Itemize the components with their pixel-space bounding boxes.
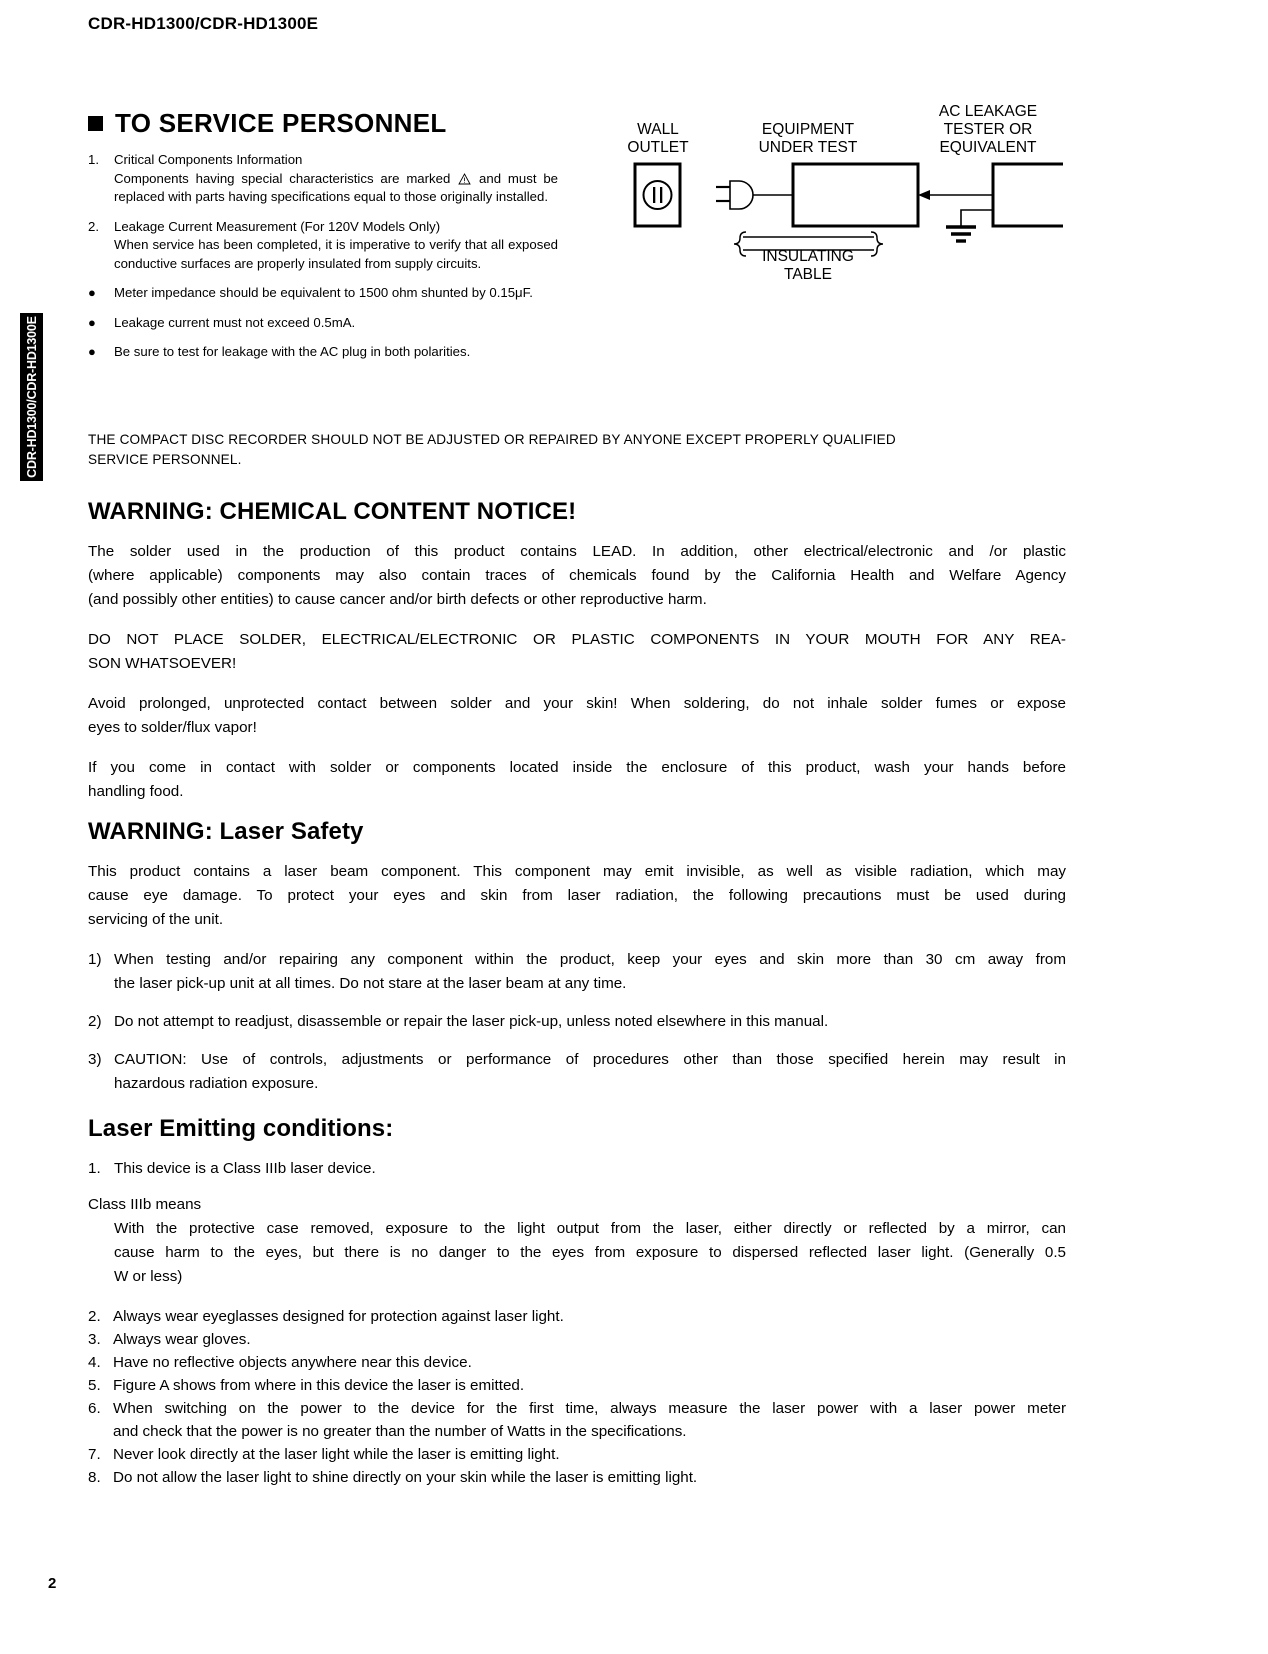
laser-safety-item-1-body [114,948,1066,996]
laser-safety-item-1-marker: 1) [88,951,102,968]
laser-emitting-heading: Laser Emitting conditions: [88,1115,394,1142]
chemical-p1-line2: (where applicable) components may also contain traces of chemicals found by the California Health and Welfare Agency [88,567,1066,584]
chemical-p2-line1: DO NOT PLACE SOLDER, ELECTRICAL/ELECTRONIC OR PLASTIC COMPONENTS IN YOUR MOUTH FOR ANY REA- [88,631,1066,648]
diagram-label-tester-2: TESTER OR [943,121,1033,138]
tester-arrow-head [918,190,930,200]
ground-lead [961,210,993,226]
warning-triangle-icon [458,173,471,185]
laser-safety-item-3-line2: hazardous radiation exposure. [114,1075,319,1092]
laser-emitting-item-4-text: Have no reflective objects anywhere near this device. [113,1354,472,1371]
service-statement-line2: SERVICE PERSONNEL. [88,452,242,467]
service-item-1-marker: 1. [88,152,99,167]
class-iiib-definition [88,1193,1066,1289]
laser-emitting-section [88,1115,1066,1489]
laser-emitting-item-8-marker: 8. [88,1469,101,1486]
laser-emitting-item-4 [88,1351,1066,1374]
class-iiib-line3: W or less) [114,1268,183,1285]
laser-emitting-item-8-text: Do not allow the laser light to shine directly on your skin while the laser is emitting light. [113,1469,698,1486]
page-title: CDR-HD1300/CDR-HD1300E [88,14,319,33]
service-item-2-line2: When service has been completed, it is imperative to verify that all exposed conductive surfaces are properly insulated from supply circuits. [114,237,558,271]
service-item-2-body [114,218,558,274]
service-item-2-line1: Leakage Current Measurement (For 120V Models Only) [114,218,441,234]
laser-emitting-item-5-text: Figure A shows from where in this device the laser is emitted. [113,1377,525,1394]
chemical-p4-line2: handling food. [88,783,184,800]
service-statement [88,430,1066,470]
chemical-paragraph-2 [88,628,1066,676]
class-iiib-intro: Class IIIb means [88,1196,202,1213]
ac-leakage-tester-box [993,164,1063,226]
laser-safety-item-3 [88,1048,1066,1096]
service-bullet-1-text: Meter impedance should be equivalent to 1500 ohm shunted by 0.15μF. [114,285,533,300]
leakage-test-diagram-svg [603,98,1063,293]
laser-safety-item-2-body [114,1010,1066,1034]
chemical-p4-line1: If you come in contact with solder or components located inside the enclosure of this product, wash your hands before [88,759,1066,776]
laser-emitting-item-2 [88,1305,1066,1328]
bullet-icon: ● [88,314,96,330]
laser-emitting-item-2-marker: 2. [88,1308,101,1325]
laser-safety-p1-line3: servicing of the unit. [88,911,224,928]
chemical-paragraph-1 [88,540,1066,612]
laser-safety-item-2-line1: Do not attempt to readjust, disassemble or repair the laser pick-up, unless noted elsewhere in this manual. [114,1013,829,1030]
laser-safety-item-2 [88,1010,1066,1034]
laser-emitting-item-4-marker: 4. [88,1354,101,1371]
laser-emitting-item-8 [88,1466,1066,1489]
diagram-label-wall-outlet-2: OUTLET [627,139,689,156]
service-statement-line1: THE COMPACT DISC RECORDER SHOULD NOT BE ADJUSTED OR REPAIRED BY ANYONE EXCEPT PROPERLY QUALIFIED [88,432,896,447]
laser-safety-item-3-line1: CAUTION: Use of controls, adjustments or performance of procedures other than those specified herein may result in [114,1051,1066,1068]
wall-outlet-socket [644,181,672,209]
laser-emitting-item-3 [88,1328,1066,1351]
service-item-1-line2a: Components having special characteristics are marked [114,170,451,186]
chemical-p1-line3: (and possibly other entities) to cause cancer and/or birth defects or other reproductive harm. [88,591,707,608]
chemical-p2-line2: SON WHATSOEVER! [88,655,237,672]
laser-safety-p1-line2: cause eye damage. To protect your eyes and skin from laser radiation, the following precautions must be used during [88,887,1066,904]
bullet-icon: ● [88,285,96,300]
laser-safety-item-1-line2: the laser pick-up unit at all times. Do not stare at the laser beam at any time. [114,975,627,992]
laser-emitting-item-1-marker: 1. [88,1160,101,1177]
chemical-paragraph-4 [88,756,1066,804]
chemical-p1-line1: The solder used in the production of this product contains LEAD. In addition, other electrical/electronic and /or plastic [88,543,1066,560]
laser-safety-item-2-marker: 2) [88,1013,102,1030]
laser-safety-section [88,818,1066,1110]
service-item-2 [88,218,558,274]
laser-emitting-item-5-marker: 5. [88,1377,101,1394]
chemical-content-heading: WARNING: CHEMICAL CONTENT NOTICE! [88,498,577,525]
service-personnel-heading [88,108,558,139]
service-item-1 [88,151,558,207]
class-iiib-line1: With the protective case removed, exposure to the light output from the laser, either directly or reflected by a mirror, can [114,1220,1066,1237]
wall-outlet-box [635,164,680,226]
service-bullet-3 [88,343,558,362]
laser-emitting-item-6 [88,1397,1066,1443]
laser-safety-item-1-line1: When testing and/or repairing any component within the product, keep your eyes and skin more than 30 cm away from [114,951,1066,968]
equipment-under-test-box [793,164,918,226]
plug-body [730,181,753,209]
service-item-1-line3: to those originally installed. [389,189,548,204]
service-bullet-3-text: Be sure to test for leakage with the AC plug in both polarities. [114,344,471,359]
filled-square-icon [88,116,103,131]
service-item-1-line1: Critical Components Information [114,152,303,167]
laser-safety-item-3-body [114,1048,1066,1096]
laser-emitting-item-6-marker: 6. [88,1400,101,1417]
laser-emitting-item-3-marker: 3. [88,1331,101,1348]
diagram-label-wall-outlet-1: WALL [637,121,679,138]
laser-emitting-item-1-text: This device is a Class IIIb laser device. [114,1160,376,1177]
service-personnel-section [88,108,558,373]
side-index-tab [20,313,43,481]
laser-emitting-item-6-line2: and check that the power is no greater than the number of Watts in the specifications. [113,1423,687,1440]
laser-emitting-item-6-body [113,1397,1066,1443]
diagram-label-table-2: TABLE [784,266,832,283]
laser-safety-p1-line1: This product contains a laser beam component. This component may emit invisible, as well as visible radiation, which may [88,863,1066,880]
laser-emitting-item-2-text: Always wear eyeglasses designed for protection against laser light. [113,1308,564,1325]
service-bullet-1 [88,284,558,303]
service-bullet-2-text: Leakage current must not exceed 0.5mA. [114,314,356,330]
service-item-1-body [114,151,558,207]
diagram-label-equipment-2: UNDER TEST [758,139,858,156]
service-personnel-heading-text: TO SERVICE PERSONNEL [115,108,447,138]
diagram-label-equipment-1: EQUIPMENT [761,121,855,138]
laser-emitting-item-6-line1: When switching on the power to the device for the first time, always measure the laser power with a laser power meter [113,1400,1066,1417]
laser-safety-heading: WARNING: Laser Safety [88,818,364,845]
chemical-p3-line1: Avoid prolonged, unprotected contact between solder and your skin! When soldering, do not inhale solder fumes or expose [88,695,1066,712]
laser-emitting-item-7 [88,1443,1066,1466]
diagram-label-tester-1: AC LEAKAGE [938,103,1038,120]
service-bullet-2 [88,314,558,333]
laser-safety-paragraph-1 [88,860,1066,932]
laser-emitting-item-1 [88,1157,1066,1181]
chemical-paragraph-3 [88,692,1066,740]
laser-emitting-item-5 [88,1374,1066,1397]
laser-safety-item-1 [88,948,1066,996]
service-item-2-marker: 2. [88,218,99,234]
diagram-label-table-1: INSULATING [762,248,854,265]
service-item-1-line2b: and must be replaced with parts having specifications equal [114,170,559,204]
laser-emitting-item-7-text: Never look directly at the laser light while the laser is emitting light. [113,1446,560,1463]
chemical-content-section [88,498,1066,820]
bullet-icon: ● [88,344,96,359]
laser-emitting-item-7-marker: 7. [88,1446,101,1463]
side-index-tab-label: CDR-HD1300/CDR-HD1300E [24,316,39,478]
diagram-label-tester-3: EQUIVALENT [939,139,1037,156]
class-iiib-line2: cause harm to the eyes, but there is no danger to the eyes from exposure to dispersed reflected laser light. (Generally 0.5 [114,1244,1066,1261]
laser-emitting-item-3-text: Always wear gloves. [113,1331,251,1348]
chemical-p3-line2: eyes to solder/flux vapor! [88,719,257,736]
page-number: 2 [48,1575,57,1592]
laser-safety-item-3-marker: 3) [88,1051,102,1068]
leakage-test-diagram [603,98,1063,293]
